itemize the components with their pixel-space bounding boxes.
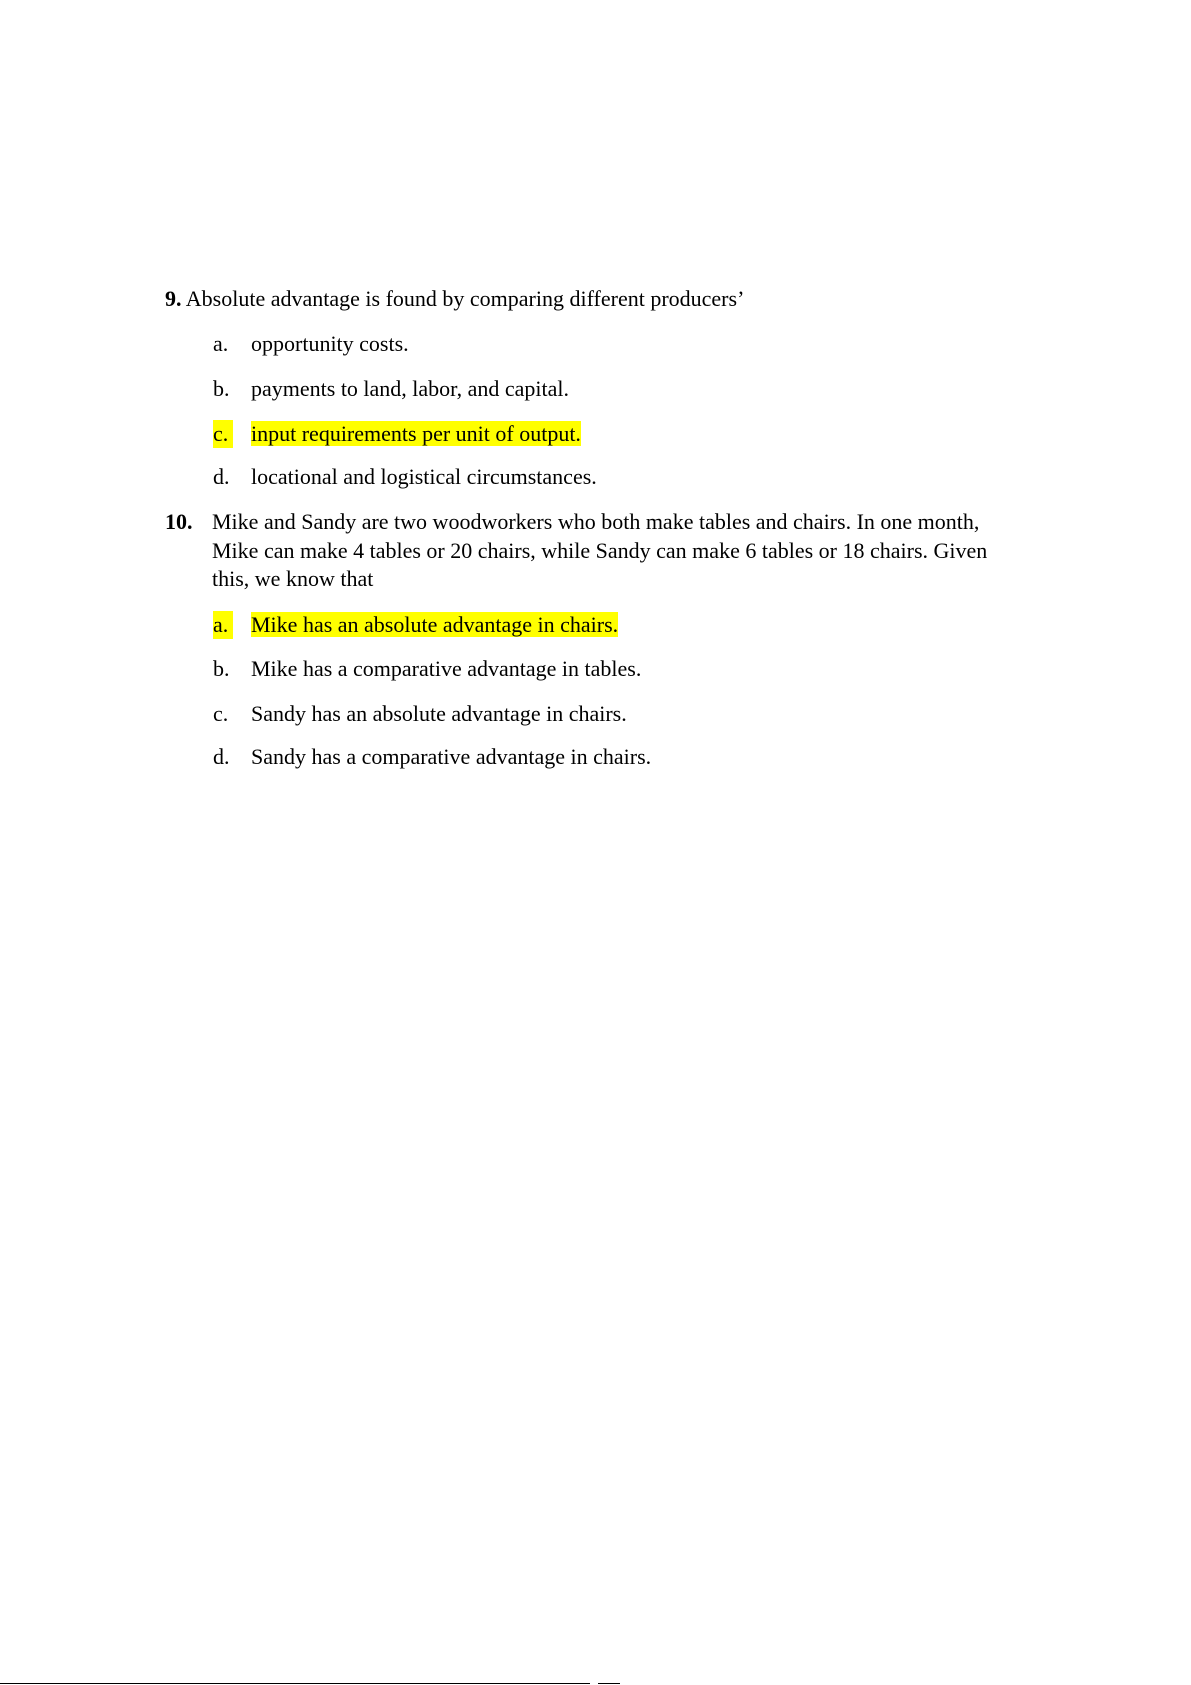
question-10-option-c — [213, 700, 627, 728]
option-text: opportunity costs. — [251, 331, 409, 356]
question-9-number: 9. — [165, 286, 182, 311]
question-9-option-c — [213, 420, 581, 448]
footer-divider — [0, 1683, 590, 1684]
question-10-option-d — [213, 743, 651, 771]
option-text: Mike has a comparative advantage in tables. — [251, 656, 642, 681]
question-9-option-b — [213, 375, 569, 403]
question-10-option-a — [213, 611, 618, 639]
question-9-stem: Absolute advantage is found by comparing different producers’ — [185, 286, 745, 311]
option-text: payments to land, labor, and capital. — [251, 376, 570, 401]
option-letter: b. — [213, 656, 230, 681]
footer-divider-short — [598, 1683, 620, 1684]
option-letter-highlighted: c. — [213, 420, 233, 448]
option-letter: c. — [213, 701, 229, 726]
option-letter: d. — [213, 464, 230, 489]
option-text: locational and logistical circumstances. — [251, 464, 597, 489]
question-9-stem-line — [165, 285, 744, 313]
question-10-option-b — [213, 655, 641, 683]
question-10-number: 10. — [165, 509, 193, 534]
option-letter: a. — [213, 331, 229, 356]
option-text-highlighted: Mike has an absolute advantage in chairs. — [251, 612, 619, 637]
option-text: Sandy has a comparative advantage in chairs. — [251, 744, 652, 769]
option-letter-highlighted: a. — [213, 611, 233, 639]
question-10-stem: Mike and Sandy are two woodworkers who both make tables and chairs. In one month, Mike can make 4 tables or 20 chairs, while Sandy can make 6 tables or 18 chairs. Given this, we know that — [212, 509, 988, 591]
option-text: Sandy has an absolute advantage in chairs. — [251, 701, 627, 726]
option-letter: d. — [213, 744, 230, 769]
option-letter: b. — [213, 376, 230, 401]
option-text-highlighted: input requirements per unit of output. — [251, 421, 581, 446]
question-9-option-d — [213, 463, 597, 491]
question-9-option-a — [213, 330, 409, 358]
